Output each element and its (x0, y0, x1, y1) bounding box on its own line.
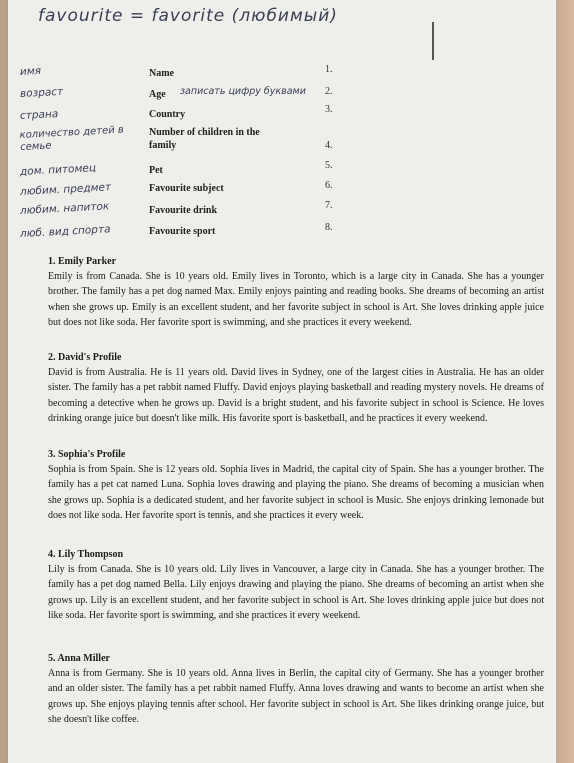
row-label-drink: Favourite drink (149, 205, 218, 216)
row-number: 8. (325, 222, 333, 233)
worksheet-page (8, 0, 556, 763)
row-number: 2. (325, 86, 333, 97)
profile-text: Emily is from Canada. She is 10 years old. Emily lives in Toronto, which is a large city in Canada. She has a younger brother. The family has a pet dog named Max. Emily enjoys painting and reading books. She dreams of becoming an artist when she grows up. Emily is an excellent student, and her favorite subject in school is Art. She loves drinking apple juice but does not like soda. Her favorite sport is swimming, and she practices it every weekend. (48, 271, 544, 328)
row-number: 5. (325, 160, 333, 171)
profile-text: Anna is from Germany. She is 10 years old. Anna lives in Berlin, the capital city of Germany. She has a younger brother and an older sister. The family has a pet rabbit named Fluffy. Anna loves drawing and wants to become an artist when she grows up. She enjoys playing tennis after school. Her favorite subject in school is Art. She likes drinking orange juice, but she doesn't like coffee. (48, 668, 544, 725)
pen-mark (432, 22, 434, 60)
profile-text: Sophia is from Spain. She is 12 years old. Sophia lives in Madrid, the capital city of Spain. She has a younger brother. The family has a pet cat named Luna. Sophia loves drawing and playing the piano. She dreams of becoming a musician when she grows up. Sophia is a dedicated student, and her favorite subject in school is Music. She enjoys drinking lemonade but does not like soda. Her favorite sport is tennis, and she practices it every week. (48, 464, 544, 521)
row-number: 4. (325, 140, 333, 151)
profile-text: Lily is from Canada. She is 10 years old. Lily lives in Vancouver, a large city in Canada. She has a younger brother. The family has a pet dog named Bella. Lily enjoys drawing and playing the piano. She dreams of becoming an artist when she grows up. Lily is an excellent student, and her favorite subject in school is Art. She loves drinking apple juice but does not like soda. Her favorite sport is swimming, and she practices it every weekend. (48, 564, 544, 621)
hand-note-drink: любим. напиток (19, 200, 110, 217)
profile-lily (48, 549, 544, 623)
profile-title: 1. Emily Parker (48, 256, 117, 267)
hand-note-pet: дом. питомец (19, 162, 97, 178)
row-number: 3. (325, 104, 333, 115)
hand-note-name: имя (19, 64, 42, 78)
profile-david (48, 352, 544, 426)
hand-note-country: страна (19, 108, 59, 122)
profile-text: David is from Australia. He is 11 years old. David lives in Sydney, one of the largest cities in Australia. He has an older sister. The family has a pet rabbit named Fluffy. David enjoys playing basketball and reading mystery novels. He dreams of becoming a detective when he grows up. David is a bright student, and his favorite subject in school is Science. He loves drinking orange juice but doesn't like milk. His favorite sport is basketball, and he practices it every weekend. (48, 367, 544, 424)
profile-emily (48, 256, 544, 330)
hand-note-children: количество детей в семье (19, 124, 125, 153)
profile-anna (48, 653, 544, 727)
row-number: 6. (325, 180, 333, 191)
row-label-name: Name (149, 68, 174, 79)
row-number: 7. (325, 200, 333, 211)
profile-title: 2. David's Profile (48, 352, 122, 363)
profile-sophia (48, 449, 544, 523)
row-label-subject: Favourite subject (149, 183, 224, 194)
row-number: 1. (325, 64, 333, 75)
background-surface (556, 0, 574, 763)
hand-note-age: возраст (19, 85, 64, 100)
profile-title: 5. Anna Miller (48, 653, 110, 664)
row-label-children: Number of children in the family (149, 127, 260, 151)
row-label-country: Country (149, 109, 186, 120)
hand-note-subject: любим. предмет (19, 181, 112, 198)
handwritten-title: favourite = favorite (любимый) (38, 6, 338, 26)
row-label-age: Age (149, 89, 166, 100)
hand-note-sport: люб. вид спорта (19, 223, 111, 240)
row-label-pet: Pet (149, 165, 163, 176)
profile-title: 3. Sophia's Profile (48, 449, 126, 460)
row-label-sport: Favourite sport (149, 226, 216, 237)
profile-title: 4. Lily Thompson (48, 549, 124, 560)
hand-note-age-instruction: записать цифру буквами (180, 86, 306, 97)
